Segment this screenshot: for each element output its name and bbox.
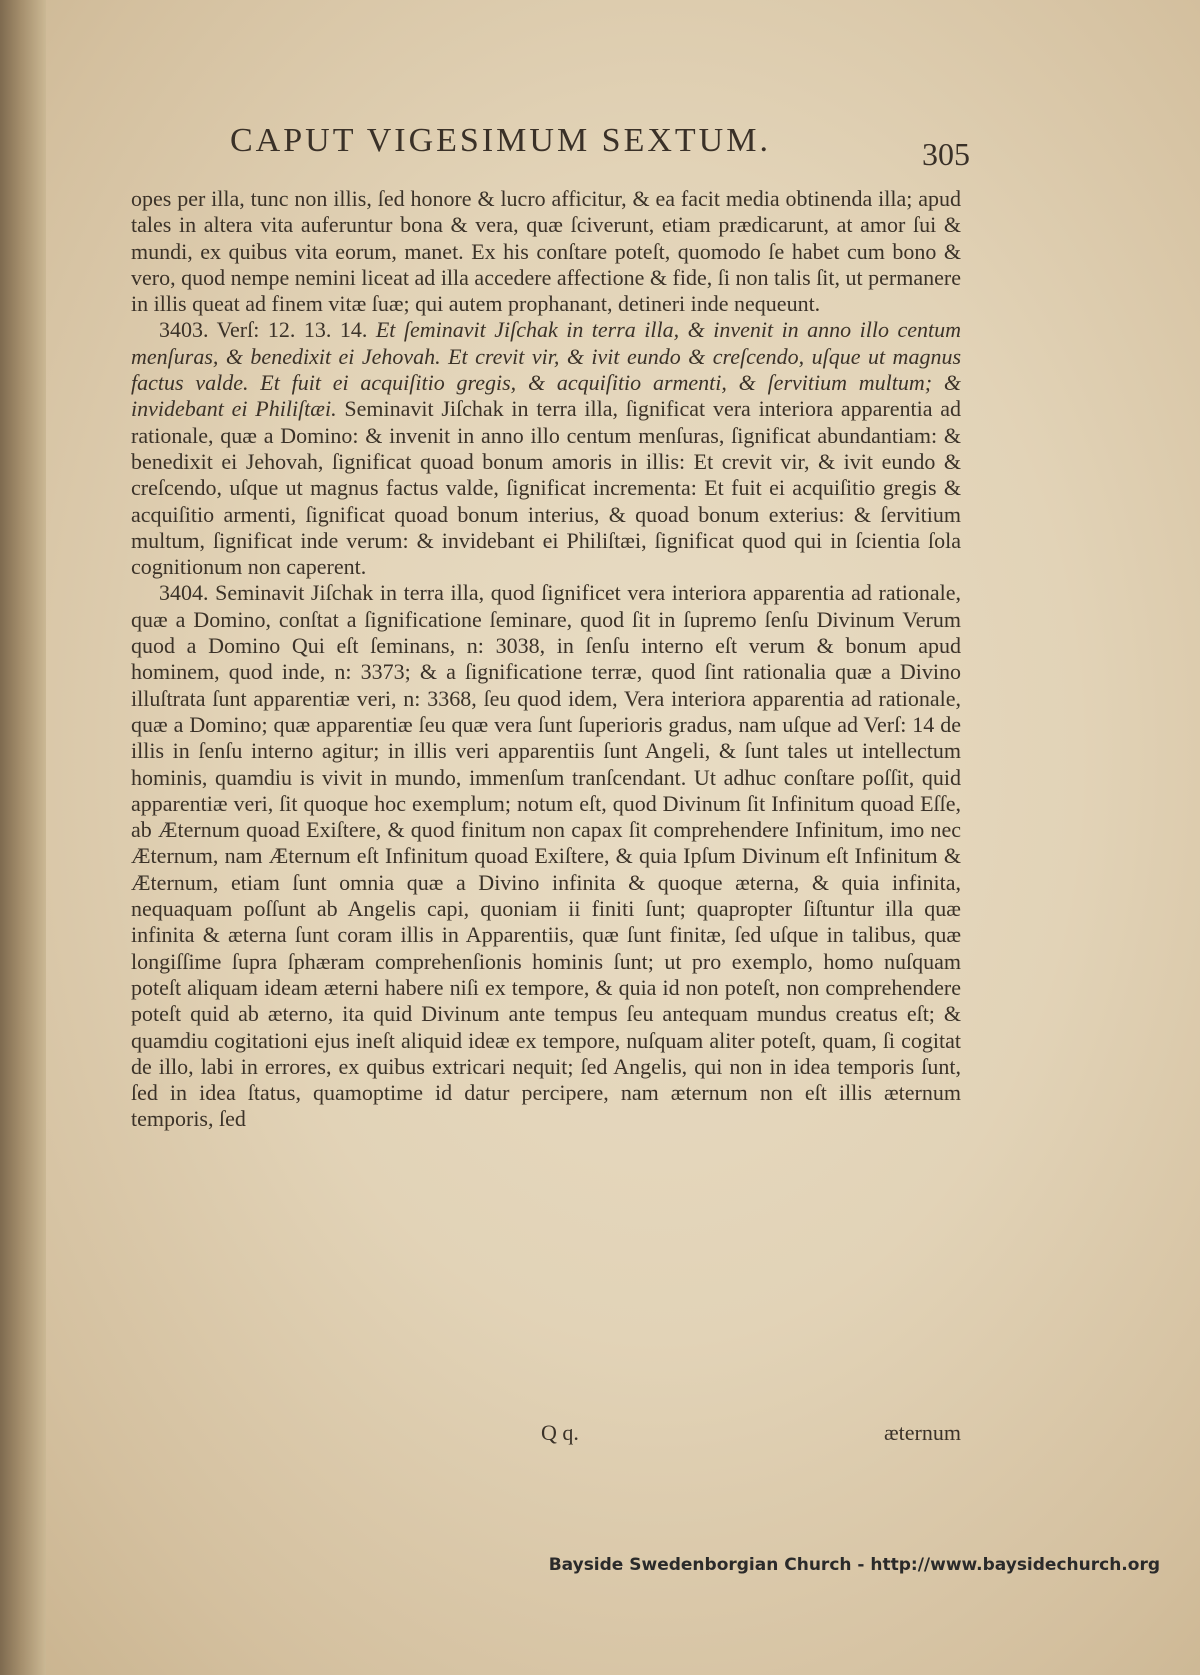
- catchword: æternum: [884, 1420, 961, 1445]
- page-header: [230, 122, 970, 182]
- watermark-text: Bayside Swedenborgian Church - http://www.baysidechurch.org: [548, 1555, 1160, 1575]
- paragraph-3403-explanation: Seminavit Jiſchak in terra illa, ſignificat vera interiora apparentia ad rationale, quæ a Domino: & invenit in anno illo centum menſuras, ſignificat abundantiam: & benedixit ei Jehovah, ſignificat quoad bonum amoris in illis: Et crevit vir, & ivit eundo & creſcendo, uſque ut magnus factus valde, ſignificat incrementa: Et fuit ei acquiſitio gregis & acquiſitio armenti, ſignificat quoad bonum interius, & quoad bonum exterius: & ſervitium multum, ſignificat inde verum: & invidebant ei Philiſtæi, ſignificat quod qui in ſcientia ſola cognitionum non caperent.: [131, 396, 961, 580]
- page-number: 305: [922, 136, 970, 172]
- paragraph-continuation: opes per illa, tunc non illis, ſed honore & lucro afficitur, & ea facit media obtinenda illa; apud tales in altera vita auferuntur bona & vera, quæ ſciverunt, etiam prædicarunt, at amor ſui & mundi, ex quibus vita eorum, manet. Ex his conſtare poteſt, quomodo ſe habet cum bono & vero, quod nempe nemini liceat ad illa accedere affectione & fide, ſi non talis ſit, ut permanere in illis queat ad finem vitæ ſuæ; qui autem prophanant, detineri inde nequeunt.: [131, 186, 961, 317]
- page-footer: [131, 1420, 961, 1452]
- paragraph-3403-lead: 3403. Verſ: 12. 13. 14.: [159, 317, 368, 343]
- book-spine-shadow: [0, 0, 46, 1675]
- scripture-quotation: Et ſeminavit Jiſchak in terra illa, & invenit in anno illo centum menſuras, & benedixit ei Jehovah. Et crevit vir, & ivit eundo & creſcendo, uſque ut magnus factus valde. Et fuit ei acquiſitio gregis, & acquiſitio armenti, & ſervitium multum; & invidebant ei Philiſtæi.: [131, 317, 961, 422]
- running-title: CAPUT VIGESIMUM SEXTUM.: [230, 122, 771, 159]
- paragraph-3403: [131, 317, 961, 580]
- body-text: [131, 186, 961, 1448]
- signature-mark: Q q.: [541, 1420, 579, 1445]
- paragraph-3404: 3404. Seminavit Jiſchak in terra illa, quod ſignificet vera interiora apparentia ad rationale, quæ a Domino, conſtat a ſignificatione ſeminare, quod ſit in ſupremo ſenſu Divinum Verum quod a Domino Qui eſt ſeminans, n: 3038, in ſenſu interno eſt verum & bonum apud hominem, quod inde, n: 3373; & a ſignificatione terræ, quod ſint rationalia quæ a Divino illuſtrata ſunt apparentiæ veri, n: 3368, ſeu quod idem, Vera interiora apparentia ad rationale, quæ a Domino; quæ apparentiæ ſeu quæ vera ſunt ſuperioris gradus, nam uſque ad Verſ: 14 de illis in ſenſu interno agitur; in illis veri apparentiis ſunt Angeli, & ſunt tales ut intellectum hominis, quamdiu is vivit in mundo, immenſum tranſcendant. Ut adhuc conſtare poſſit, quid apparentiæ veri, ſit quoque hoc exemplum; notum eſt, quod Divinum ſit Infinitum quoad Eſſe, ab Æternum quoad Exiſtere, & quod finitum non capax ſit comprehendere Infinitum, imo nec Æternum, nam Æternum eſt Infinitum quoad Exiſtere, & quia Ipſum Divinum eſt Infinitum & Æternum, etiam ſunt omnia quæ a Divino infinita & quoque æterna, & quia infinita, nequaquam poſſunt ab Angelis capi, quoniam ii finiti ſunt; quapropter ſiſtuntur illa quæ infinita & æterna ſunt coram illis in Apparentiis, quæ ſunt finitæ, ſed uſque in talibus, quæ longiſſime ſupra ſphæram comprehenſionis hominis ſunt; ut pro exemplo, homo nuſquam poteſt aliquam ideam æterni habere niſi ex tempore, & quia id non poteſt, non comprehendere poteſt quid ab æterno, ita quid Divinum ante tempus ſeu antequam mundus creatus eſt; & quamdiu cogitationi ejus ineſt aliquid ideæ ex tempore, nuſquam aliter poteſt, quam, ſi cogitat de illo, labi in errores, ex quibus extricari nequit; ſed Angelis, qui non in idea temporis ſunt, ſed in idea ſtatus, quamoptime id datur percipere, nam æternum non eſt illis æternum temporis, ſed: [131, 580, 961, 1132]
